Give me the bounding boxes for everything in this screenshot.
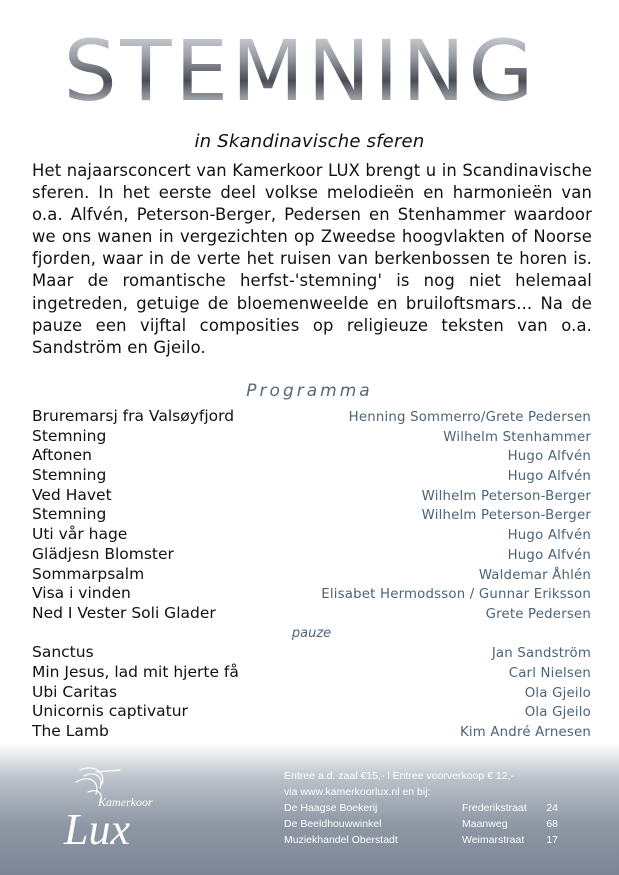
composer-name: Grete Pedersen <box>485 606 591 622</box>
program-row <box>32 466 591 486</box>
composer-name: Kim André Arnesen <box>459 725 591 740</box>
shop-street: Maanweg <box>462 818 508 830</box>
piece-title: Sommarpsalm <box>32 564 145 583</box>
composer-name: Hugo Alfvén <box>507 449 591 465</box>
composer-name: Wilhelm Peterson-Berger <box>421 488 591 504</box>
shop-street: Frederikstraat <box>462 802 527 814</box>
program-row <box>32 427 591 447</box>
piece-title: Aftonen <box>32 446 92 465</box>
shop-street: Weimarstraat <box>462 834 525 846</box>
piece-title: Ned I Vester Soli Glader <box>32 603 216 622</box>
program-row <box>32 486 591 506</box>
piece-title: Stemning <box>32 505 107 524</box>
piece-title: Sanctus <box>32 643 94 662</box>
piece-title: Unicornis captivatur <box>32 702 188 721</box>
program-row <box>32 702 591 722</box>
composer-name: Hugo Alfvén <box>507 547 591 563</box>
piece-title: Stemning <box>32 426 107 445</box>
program-row <box>32 604 591 624</box>
shop-number: 17 <box>546 834 558 846</box>
piece-title: Glädjesn Blomster <box>32 544 174 563</box>
composer-name: Hugo Alfvén <box>507 469 591 485</box>
ticket-info <box>284 768 584 848</box>
page-title <box>0 20 619 110</box>
piece-title: Uti vår hage <box>32 525 128 544</box>
program-row <box>32 545 591 565</box>
composer-name: Wilhelm Peterson-Berger <box>421 508 591 524</box>
piece-title: Stemning <box>32 466 107 485</box>
composer-name: Ola Gjeilo <box>524 685 591 701</box>
pauze-label: pauze <box>291 625 332 641</box>
composer-name: Jan Sandström <box>491 646 591 662</box>
program-row <box>32 722 591 742</box>
piece-title: The Lamb <box>32 722 109 740</box>
presale-line: via www.kamerkoorlux.nl en bij: <box>284 786 431 798</box>
title-text: STEMNING <box>63 22 556 110</box>
kamerkoor-lux-logo <box>60 762 170 852</box>
composer-name: Henning Sommerro/Grete Pedersen <box>348 410 591 425</box>
subtitle: in Skandinavische sferen <box>194 131 425 152</box>
shop-name: De Beeldhouwwinkel <box>284 818 382 830</box>
program-row <box>32 505 591 525</box>
logo-big-text: Lux <box>64 805 130 852</box>
shop-row <box>284 800 584 816</box>
shop-number: 24 <box>546 802 558 814</box>
piece-title: Ved Havet <box>32 485 112 504</box>
intro-paragraph: Het najaarsconcert van Kamerkoor LUX brengt u in Scandinavische sferen. In het eerste deel volkse melodieën en harmonieën van o.a. Alfvén, Peterson-Berger, Pedersen en Stenhammer waardoor we ons wanen in vergezichten op Zweedse hoogvlakten of Noorse fjorden, waar in de verte het ruisen van berkenbossen te horen is. Maar de romantische herfst-'stemning' is nog niet helemaal ingetreden, getuige de bloemenweelde en bruiloftsmars... Na de pauze een vijftal composities op religieuze teksten van o.a. Sandström en Gjeilo. <box>32 161 592 357</box>
piece-title: Visa i vinden <box>32 584 131 603</box>
composer-name: Carl Nielsen <box>508 665 591 681</box>
program-row <box>32 525 591 545</box>
program-heading: Programma <box>246 381 373 401</box>
shop-row <box>284 816 584 832</box>
program-list <box>32 407 591 742</box>
program-row <box>32 584 591 604</box>
program-row <box>32 407 591 427</box>
composer-name: Ola Gjeilo <box>524 705 591 721</box>
shop-number: 68 <box>546 818 558 830</box>
shop-name: Muziekhandel Oberstadt <box>284 834 398 846</box>
shop-row <box>284 832 584 848</box>
composer-name: Waldemar Åhlén <box>478 567 591 583</box>
program-row <box>32 643 591 663</box>
composer-name: Wilhelm Stenhammer <box>443 429 591 445</box>
composer-name: Elisabet Hermodsson / Gunnar Eriksson <box>321 587 591 603</box>
program-row <box>32 663 591 683</box>
program-row <box>32 565 591 585</box>
piece-title: Ubi Caritas <box>32 682 118 701</box>
program-row <box>32 446 591 466</box>
shop-name: De Haagse Boekerij <box>284 802 378 814</box>
program-row <box>32 683 591 703</box>
composer-name: Hugo Alfvén <box>507 528 591 544</box>
piece-title: Bruremarsj fra Valsøyfjord <box>32 407 235 425</box>
logo-small-text: Kamerkoor <box>98 795 153 809</box>
piece-title: Min Jesus, lad mit hjerte få <box>32 662 239 681</box>
price-line: Entree a.d. zaal €15,- l Entree voorverkoop € 12,- <box>284 770 514 782</box>
